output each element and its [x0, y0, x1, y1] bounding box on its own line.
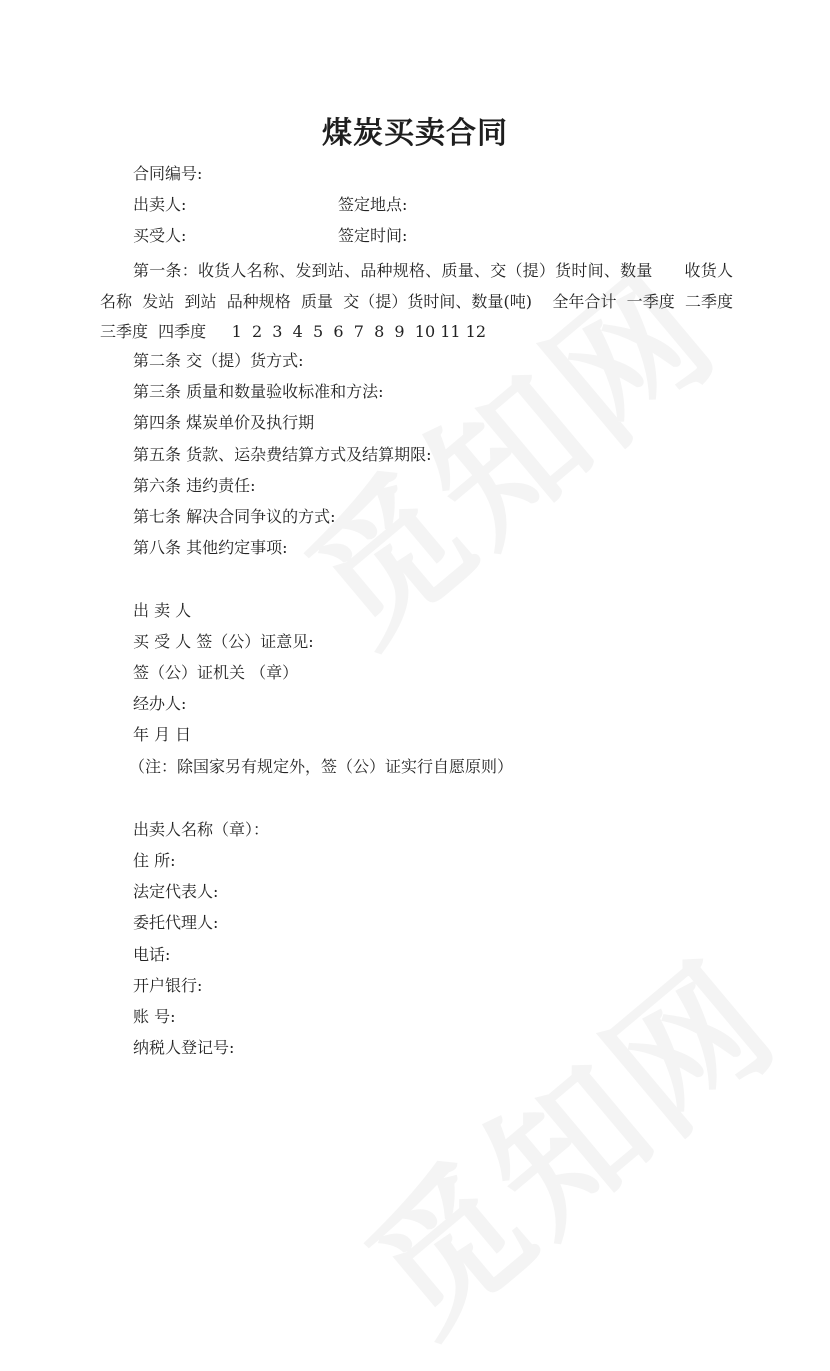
- agent-field: 委托代理人:: [133, 913, 219, 932]
- sign-time-field: 签定时间:: [338, 226, 408, 245]
- article-1: 第一条：收货人名称、发到站、品种规格、质量、交（提）货时间、数量 收货人名称 发站 到站 品种规格 质量 交（提）货时间、数量(吨) 全年合计 一季度 二季度 三季度 四季度 1 2 3 4 5 6 7 8 9 10 11 12: [100, 261, 744, 341]
- seller-field: 出卖人:: [133, 195, 187, 214]
- article-5: 第五条 货款、运杂费结算方式及结算期限:: [133, 445, 432, 464]
- signature-note: （注：除国家另有规定外，签（公）证实行自愿原则）: [129, 757, 514, 776]
- signature-date: 年 月 日: [133, 725, 192, 744]
- buyer-field: 买受人:: [133, 226, 187, 245]
- watermark: [315, 905, 812, 1371]
- tax-number-field: 纳税人登记号:: [133, 1038, 235, 1057]
- signature-handler: 经办人:: [133, 694, 187, 713]
- article-7: 第七条 解决合同争议的方式:: [133, 507, 336, 526]
- sign-place-field: 签定地点:: [338, 195, 408, 214]
- article-8: 第八条 其他约定事项:: [133, 538, 288, 557]
- article-6: 第六条 违约责任:: [133, 476, 256, 495]
- signature-buyer-opinion: 买 受 人 签（公）证意见:: [133, 632, 314, 651]
- phone-field: 电话:: [133, 945, 171, 964]
- address-field: 住 所:: [133, 851, 176, 870]
- signature-seller: 出 卖 人: [133, 601, 192, 620]
- document-title: 煤炭买卖合同: [322, 116, 508, 151]
- account-field: 账 号:: [133, 1007, 176, 1026]
- seller-name-field: 出卖人名称（章）：: [133, 820, 270, 839]
- contract-number-field: 合同编号:: [133, 164, 203, 183]
- article-4: 第四条 煤炭单价及执行期: [133, 413, 315, 432]
- article-3: 第三条 质量和数量验收标准和方法:: [133, 382, 384, 401]
- signature-authority: 签（公）证机关 （章）: [133, 663, 299, 682]
- bank-field: 开户银行:: [133, 976, 203, 995]
- article-2: 第二条 交（提）货方式:: [133, 351, 304, 370]
- legal-representative-field: 法定代表人:: [133, 882, 219, 901]
